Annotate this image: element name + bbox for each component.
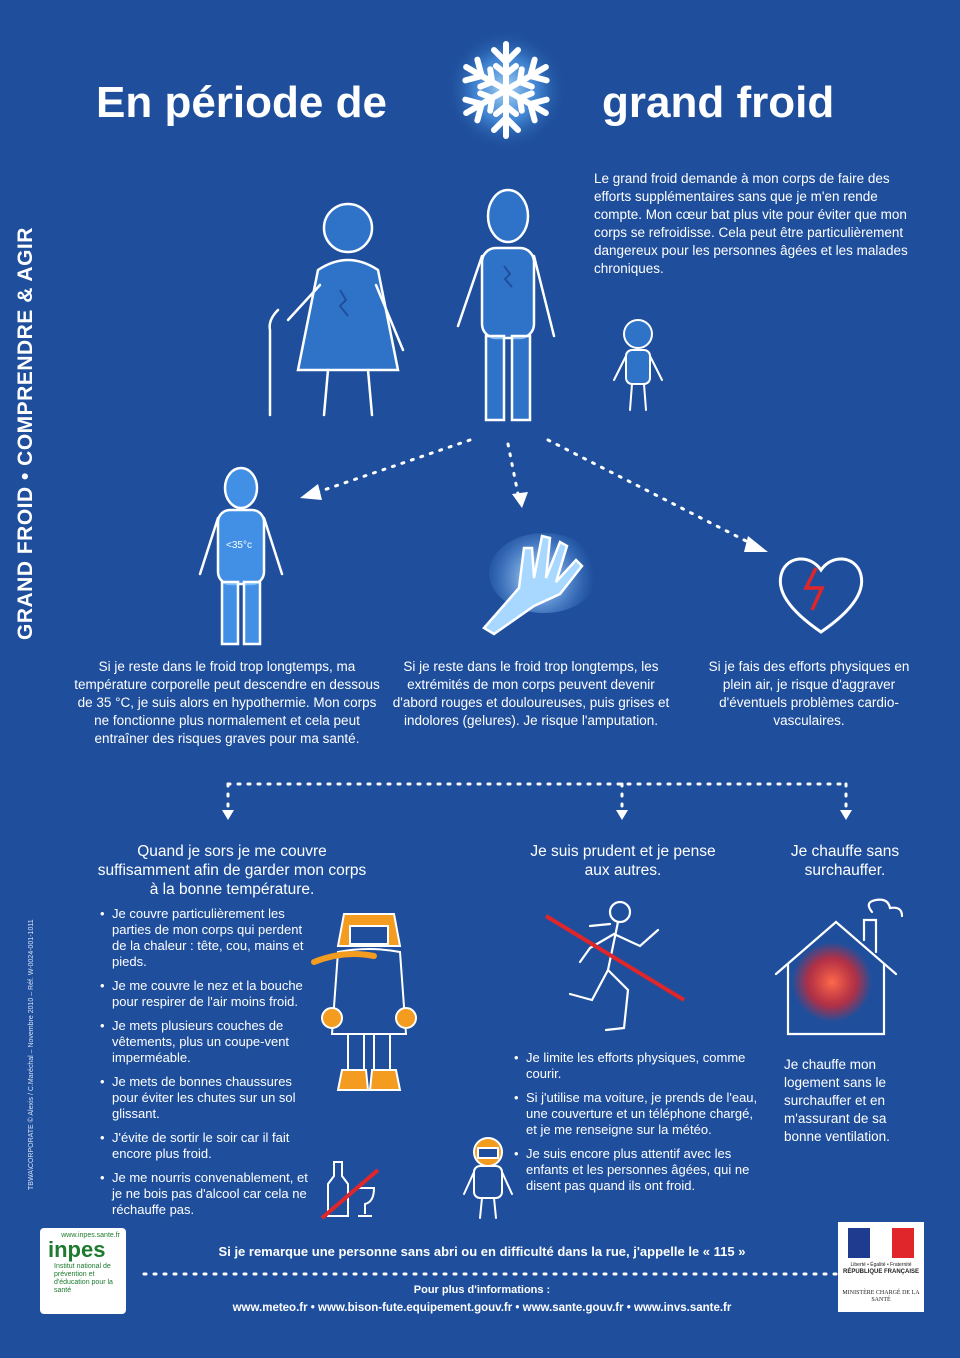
side-title: GRAND FROID • COMPRENDRE & AGIR — [14, 227, 37, 640]
branch-connector — [0, 776, 960, 836]
risk-hypothermia-text: Si je reste dans le froid trop longtemps, ma température corporelle peut descendre en dessous de 35 °C, je suis alors en hypothermie. Mon corps ne fonctionne plus normalement et cela peut entraîner des risques graves pour ma santé. — [74, 659, 380, 746]
broken-heart-icon — [776, 548, 866, 638]
cover-item: • J'évite de sortir le soir car il fait encore plus froid. — [100, 1130, 312, 1162]
cover-item: • Je mets plusieurs couches de vêtements, plus un coupe-vent imperméable. — [100, 1018, 312, 1066]
bundled-person-figure — [314, 906, 424, 1096]
frozen-hand-icon — [474, 528, 604, 638]
thermometer-label: <35°c — [226, 540, 252, 551]
runner-crossed-icon — [540, 890, 690, 1040]
cover-list — [100, 906, 312, 1226]
cold-man-figure — [186, 462, 296, 652]
ministry-name: MINISTÈRE CHARGÉ DE LA SANTÉ — [842, 1290, 920, 1303]
inpes-logo — [40, 1228, 126, 1314]
footer-dotted-divider — [140, 1270, 840, 1278]
rf-motto: Liberté • Égalité • Fraternité — [850, 1262, 912, 1268]
cover-item: • Je couvre particulièrement les parties de mon corps qui perdent de la chaleur : tête, cou, mains et pieds. — [100, 906, 312, 970]
no-alcohol-icon — [320, 1158, 380, 1220]
credit-line: TBWA\CORPORATE © Alexis / C.Maréchal – Novembre 2010 – Réf. W-0024-001-1011 — [28, 919, 35, 1190]
marianne-icon — [848, 1228, 914, 1258]
inpes-wordmark: inpes — [48, 1237, 106, 1262]
title-right: grand froid — [602, 78, 835, 127]
rf-name: RÉPUBLIQUE FRANÇAISE — [842, 1269, 919, 1275]
inpes-subtitle: Institut national de prévention et d'éducation pour la santé — [54, 1263, 113, 1294]
child-bundled-figure — [458, 1134, 518, 1224]
arrow-to-hypothermia — [0, 0, 960, 600]
cover-item: • Je me couvre le nez et la bouche pour respirer de l'air moins froid. — [100, 978, 312, 1010]
cover-item: • Je mets de bonnes chaussures pour éviter les chutes sur un sol glissant. — [100, 1074, 312, 1122]
prudent-heading: Je suis prudent et je pense aux autres. — [530, 843, 716, 879]
title-left: En période de — [96, 78, 387, 127]
heat-heading: Je chauffe sans surchauffer. — [790, 843, 900, 879]
cover-heading: Quand je sors je me couvre suffisamment afin de garder mon corps à la bonne température. — [97, 843, 367, 898]
prudent-item: • Je limite les efforts physiques, comme courir. — [514, 1050, 766, 1082]
more-info-label: Pour plus d'informations : — [413, 1284, 551, 1296]
inpes-url: www.inpes.sante.fr — [61, 1232, 120, 1239]
heat-text: Je chauffe mon logement sans le surchauffer et en m'assurant de sa bonne ventilation. — [784, 1057, 890, 1144]
prudent-item: • Je suis encore plus attentif avec les enfants et les personnes âgées, qui ne disent pas quand ils ont froid. — [514, 1146, 766, 1194]
cover-item: • Je me nourris convenablement, et je ne bois pas d'alcool car cela ne réchauffe pas. — [100, 1170, 312, 1218]
alert-115-text: Si je remarque une personne sans abri ou en difficulté dans la rue, j'appelle le « 115 » — [218, 1244, 746, 1259]
prudent-list — [514, 1050, 766, 1202]
republique-logo — [838, 1222, 924, 1312]
risk-cardio-text: Si je fais des efforts physiques en plein air, je risque d'aggraver d'éventuels problèmes cardio-vasculaires. — [708, 659, 910, 728]
risk-frostbite-text: Si je reste dans le froid trop longtemps, les extrémités de mon corps peuvent devenir d'abord rouges et douloureuses, puis grises et indolores (gelures). Je risque l'amputation. — [392, 659, 670, 728]
heated-house-icon — [772, 900, 912, 1040]
prudent-item: • Si j'utilise ma voiture, je prends de l'eau, une couverture et un téléphone chargé, et je me renseigne sur la météo. — [514, 1090, 766, 1138]
info-links[interactable]: www.meteo.fr • www.bison-fute.equipement.gouv.fr • www.sante.gouv.fr • www.invs.sante.fr — [232, 1302, 732, 1314]
intro-text: Le grand froid demande à mon corps de faire des efforts supplémentaires sans que je m'en rende compte. Mon cœur bat plus vite pour éviter que mon corps se refroidisse. Cela peut être particulièrement dangereux pour les personnes âgées et les malades chroniques. — [594, 171, 908, 276]
